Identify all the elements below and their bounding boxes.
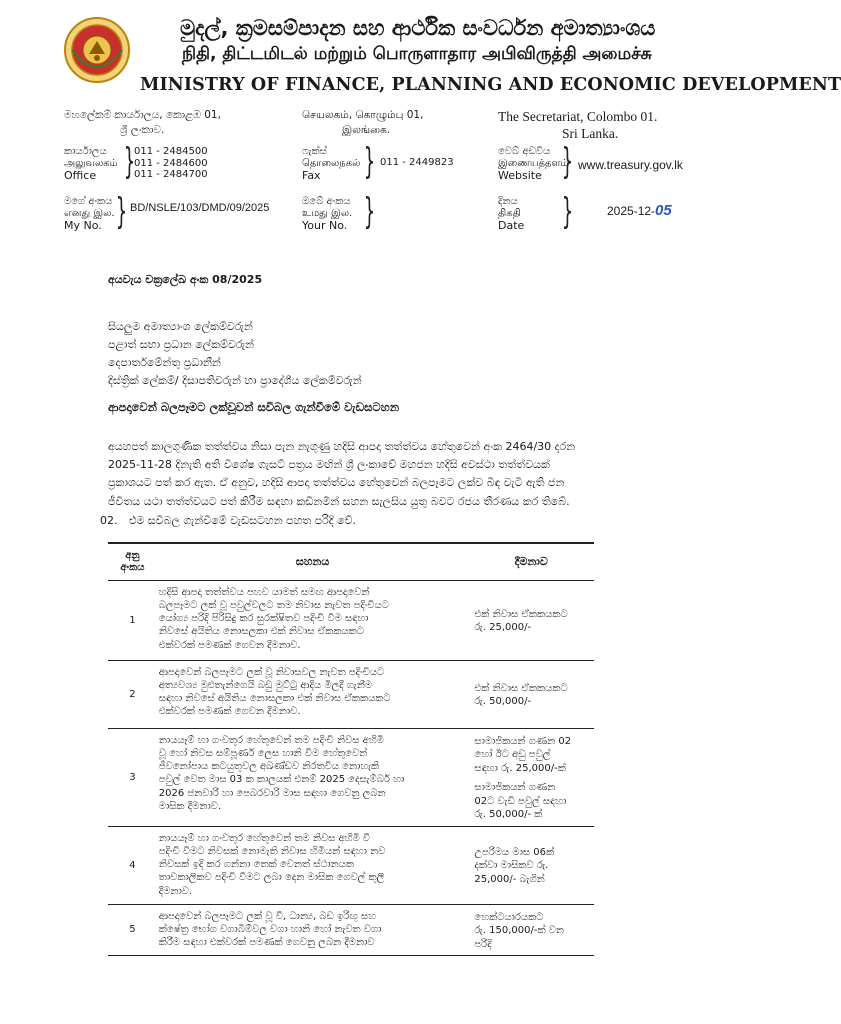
row-number: 5 [129,924,136,936]
date-printed: 2025-12- [607,204,656,218]
allowance-line: උපරිමය මාස 06ක් [474,846,555,858]
my-no-label-english: My No. [64,219,102,232]
paragraph-2-text: එම සවිබල ගැන්වීමේ වැඩසටහන පහත පරිදි වේ. [129,514,357,527]
allowance-line: හෙක්ටයාරයකට [474,911,544,923]
address-sinhala-line-2: ශ්‍රී ලංකාව. [120,124,165,136]
row-number: 1 [129,614,136,626]
description-line: සඳහා නිවසේ අයිතිය නොසලකා එක් නිවාස ඒකකයකට [158,693,391,705]
table-row [108,580,594,660]
allowance-block [474,735,592,776]
date-brace-icon: } [561,191,574,232]
my-no-label-sinhala: මගේ අංකය [64,196,113,207]
office-label-english: Office [64,169,97,182]
website-label-tamil: இணையத்தளம் [498,158,569,169]
office-brace-icon: } [123,141,136,182]
recipient-item: දෙපාර්තමේන්තු ප්‍රධානීන් [108,356,221,369]
website-label-sinhala: වෙබ් අඩවිය [498,146,551,157]
relief-table [108,542,594,956]
website-label-english: Website [498,169,542,182]
office-label-tamil: அலுவலகம் [64,158,118,169]
office-label-sinhala: කාර්යාලය [64,146,107,157]
address-english-line-1: The Secretariat, Colombo 01. [498,109,658,124]
description-line: බලපෑමට ලක් වූ පවුල්වලට තම නිවාස නැවත පදිංචියට [158,599,389,611]
your-no-label-sinhala: ඔබේ අංකය [302,196,351,207]
website-label [498,146,569,182]
date-handwritten: 05 [655,202,672,219]
row-description [157,728,469,826]
address-english-line-2: Sri Lanka. [562,126,619,141]
description-line: නායයෑම් හා ගංවතුර හේතුවෙන් තම නිවස අහිමි වී [158,832,371,844]
my-no-label-tamil: எனது இல. [64,208,115,219]
address-tamil-line-1: செயலகம், கொழும்பு 01, [302,109,424,121]
description-line: දීමනාව. [158,885,193,897]
description-line: ජීවනෝපාය කටයුතුවල අඛණ්ඩව නිරතවිය නොහැකි [158,761,380,773]
allowance-line: සාමාජිකයන් ගණන [474,782,556,793]
header-serial-line-2: අංකය [120,561,145,573]
address-tamil [302,108,423,138]
ministry-title-english: MINISTRY OF FINANCE, PLANNING AND ECONOMIC DEVELOPMENT [140,75,841,95]
row-allowance [468,904,594,956]
subject-heading: ආපදාවෙන් බලපෑමට ලක්වූවන් සවිබල ගැන්වීමේ වැඩසටහන [108,400,400,414]
recipient-item: දිස්ත්‍රික් ලේකම්/ දිසාපතිවරුන් හා ප්‍රාදේශීය ලේකම්වරුන් [108,374,362,387]
paragraph-2-number: 02. [100,514,118,527]
date-label-sinhala: දිනය [498,196,518,207]
description-line: ආපදාවෙන් බලපෑමට ලක් වූ නිවාසවල නැවත පදිංචියට [158,666,385,678]
date-label [498,196,524,232]
paragraph-line: ප්‍රකාශයට පත් කර ඇත. ඒ අනුව, හදිසි ආපදා තත්ත්වය හේතුවෙන් බලපෑමට ලක්ව බිඳ වැටී ඇති ජන [108,476,565,490]
description-line: එක්වරක් පමණක් ගෙවන දීමනාව. [158,706,301,718]
fax-label-sinhala: ෆැක්ස් [302,146,327,157]
recipient-item: පළාත් සභා ප්‍රධාන ලේකම්වරුන් [108,338,254,351]
description-line: එක්වරක් පමණක් ගෙවන දීමනාව. [158,639,301,651]
address-sinhala [64,108,221,138]
paragraph-2 [100,512,356,530]
description-line: නායයෑම් හා ගංවතුර හේතුවෙන් තම පදිංචි නිවස අහිමි [158,734,384,746]
recipients-list [108,318,362,390]
table-row [108,728,594,826]
allowance-line: හෝ ඊට අඩු පවුල් [474,749,551,760]
fax-label-tamil: தொலைநகல் [302,158,361,169]
your-no-brace-icon: } [363,191,376,232]
allowance-line: සාමාජිකයන් ගණන 02 [474,735,572,747]
office-number: 011 - 2484500 [134,146,208,157]
header-allowance: දීමනාව [514,554,548,568]
row-description [157,660,469,728]
office-label [64,146,118,182]
fax-number: 011 - 2449823 [380,157,454,168]
allowance-line: පරිදි [474,938,492,950]
description-line: 2026 ජනවාරි හා පෙබරවාරි මාස සඳහා ගෙවනු ලබන [158,787,386,799]
description-line: පදිංචි වීමට නිවසක් නොමැති නිවාස හිමියන් සඳහා නව [158,845,386,857]
table-row [108,904,594,956]
allowance-line: රු. 50,000/- ක් [474,809,543,820]
your-no-label [302,196,352,232]
row-number: 3 [129,771,136,783]
row-allowance [468,826,594,904]
header-relief: සහනය [295,554,330,568]
header-serial-number [108,543,157,580]
ministry-title-sinhala: මුදල්, ක්‍රමසම්පාදන සහ ආර්ථික සංවර්ධන අමාත්‍යාංශය [180,16,656,40]
ministry-title-tamil: நிதி, திட்டமிடல் மற்றும் பொருளாதார அபிவிருத்தி அமைச்சு [182,44,652,64]
date-value [607,202,672,219]
description-line: යෝග්‍ය පරිදි පිරිසිදු කර සුරක්ෂිතව පදිංචි වීම සඳහා [158,613,369,625]
description-line: තාවකාලිකව පදිංචි වීමට ලබා දෙන මාසික ගෙවල් කුලී [158,872,385,884]
description-line: හදිසි ආපදා තත්ත්වය පහව යාමත් සමඟ ආපදාවෙන් [158,586,370,598]
row-description [157,580,469,660]
paragraph-line: 2025-11-28 දිනැති අති විශේෂ ගැසට් පත්‍රය මඟින් ශ්‍රී ලංකාවේ මහජන හදිසි අවස්ථා තත්ත්වයක් [108,458,550,472]
paragraph-line: ජීවිතය යථා තත්ත්වයට පත් කිරීම සඳහා කඩිනමින් සහන සැලසිය යුතු බවට රජය තීරණය කර තිබේ. [108,494,570,508]
row-description [157,904,469,956]
allowance-line: සඳහා රු. 25,000/-ක් [474,762,566,774]
table-row [108,660,594,728]
fax-label [302,146,360,182]
paragraph-1 [108,438,608,511]
description-line: ආපදාවෙන් බලපෑමට ලක් වූ වී, ධාන්‍ය, බඩ ඉරිඟු සහ [158,910,377,922]
row-allowance [468,660,594,728]
allowance-line: 25,000/- බැගින් [474,873,545,885]
fax-brace-icon: } [363,141,376,182]
row-number: 2 [129,688,136,700]
office-number: 011 - 2484700 [134,169,208,180]
date-label-tamil: திகதி [498,208,521,219]
description-line: නිවසක් ඉදි කර ගන්නා තෙක් වෙනත් ස්ථානයක [158,859,354,871]
paragraph-line: අයහපත් කාලගුණික තත්ත්වය නිසා පැන නැගුණු හදිසි ආපදා තත්ත්වය හේතුවෙන් අංක 2464/30 දරන [108,440,576,453]
description-line: නිවසේ අයිතිය නොසලකා එක් නිවාස ඒකකයකට [158,626,364,638]
description-line: අත්‍යවශ්‍ය මුළුතැන්ගෙයි බඩු මුට්ටු ආදිය මිලදී ගැනීම [158,679,373,691]
your-no-label-english: Your No. [302,219,348,232]
description-line: කිරීම සඳහා එක්වරක් පමණක් ගෙවනු ලබන දීමනාව [158,937,375,949]
my-no-label [64,196,115,232]
website-url: www.treasury.gov.lk [578,158,683,172]
allowance-line: 02ට වැඩි පවුල් සඳහා [474,795,567,807]
recipient-item: සියලුම අමාත්‍යාංශ ලේකම්වරුන් [108,320,253,333]
row-allowance [468,728,594,826]
allowance-line: රු. 50,000/- [474,696,532,707]
address-sinhala-line-1: මහලේකම් කාර්යාලය, කොළඹ 01, [64,109,221,121]
table-row [108,826,594,904]
allowance-line: දක්වා මාසිකව රු. [474,860,549,872]
row-number: 4 [129,859,136,871]
website-brace-icon: } [561,141,574,182]
allowance-line: රු. 150,000/-ක් වන [474,925,565,936]
description-line: වූ හෝ නිවස සම්පූර්ණ ලෙස හානි වීම හේතුවෙන් [158,747,368,759]
address-tamil-line-2: இலங்கை. [342,124,391,136]
description-line: පවුල් වෙත මාස 03 ක කාලයක් එනම් 2025 දෙසැම්බර් හා [158,774,405,786]
allowance-line: රු. 25,000/- [474,622,532,633]
allowance-block [474,781,592,822]
address-english [498,108,657,142]
circular-number: අයවැය චක්‍රලේඛ අංක 08/2025 [108,273,263,286]
allowance-line: එක් නිවාස ඒකකයකට [474,682,568,694]
row-description [157,826,469,904]
fax-label-english: Fax [302,169,321,182]
allowance-line: එක් නිවාස ඒකකයකට [474,608,568,620]
description-line: මාසික දීමනාව. [158,800,222,812]
office-numbers [134,146,208,181]
table-header-row [108,543,594,580]
my-no-value: BD/NSLE/103/DMD/09/2025 [130,202,270,214]
description-line: ක්ෂේත්‍ර භෝග වගාබිම්වල වගා හානි හෝ නැවත වගා [158,923,382,935]
header-serial-line-1: අනු [125,549,140,561]
your-no-label-tamil: உமது இல. [302,208,353,219]
row-allowance [468,580,594,660]
office-number: 011 - 2484600 [134,157,208,169]
my-no-brace-icon: } [115,191,128,232]
sri-lanka-emblem-icon [62,14,132,86]
date-label-english: Date [498,219,525,232]
